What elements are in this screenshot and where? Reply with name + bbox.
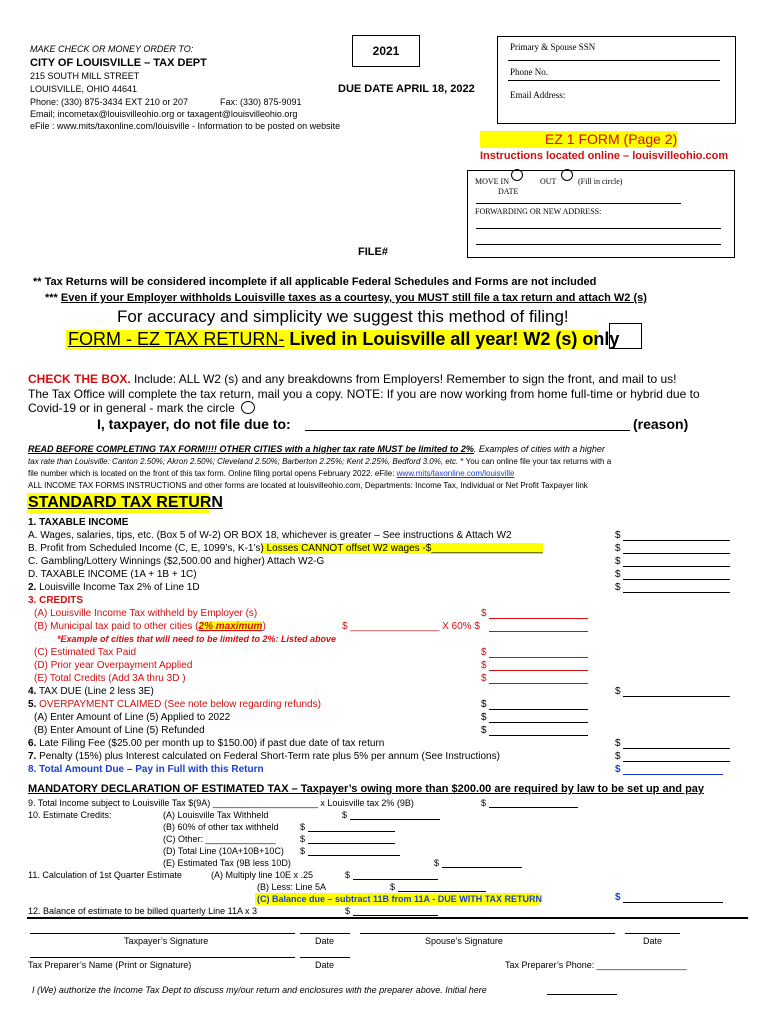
ssn-field[interactable]: [508, 60, 720, 61]
tax-year: 2021: [372, 44, 400, 58]
line-2: [28, 582, 200, 593]
est-10d: (D) Total Line (10A+10B+10C): [163, 846, 284, 856]
est-line-10: 10. Estimate Credits:: [28, 810, 112, 820]
line-5: [28, 699, 321, 710]
amount-2-field[interactable]: [623, 592, 730, 593]
preparer-name-field[interactable]: [30, 957, 295, 958]
move-in-circle[interactable]: [511, 169, 523, 181]
amount-6-dollar: $: [615, 738, 621, 749]
credits-heading: 3. CREDITS: [28, 595, 84, 606]
accuracy-heading: For accuracy and simplicity we suggest this method of filing!: [117, 307, 569, 326]
preparer-phone-label: Tax Preparer’s Phone: __________________: [505, 960, 687, 970]
line-3a: (A) Louisville Income Tax withheld by Employer (s): [34, 608, 258, 619]
line-7: [28, 751, 500, 762]
est-11c: (C) Balance due – subtract 11B from 11A - DUE WITH TAX RETURN: [257, 894, 543, 904]
est-11a-field[interactable]: [353, 879, 438, 880]
amount-1c-field[interactable]: [623, 566, 730, 567]
amount-4-field[interactable]: [623, 696, 730, 697]
est-12-dollar: $: [345, 906, 351, 916]
read-before-bold: READ BEFORE COMPLETING TAX FORM!!!! OTHER CITIES with a higher tax rate MUST be limited to 2%: [28, 444, 474, 454]
efile-text: eFile : www.mits/taxonline.com/louisville - Information to be posted on website: [30, 121, 341, 131]
taxpayer-date-field[interactable]: [300, 933, 350, 934]
est-10d-field[interactable]: [308, 855, 400, 856]
covid-circle[interactable]: [241, 401, 255, 414]
line-2-num: 2.: [28, 582, 37, 593]
file-number-label: FILE#: [358, 246, 388, 258]
address-line-1: 215 SOUTH MILL STREET: [30, 71, 140, 81]
line-8-total-due: 8. Total Amount Due – Pay in Full with this Return: [28, 764, 264, 775]
amount-7-field[interactable]: [623, 761, 730, 762]
credit-3c-field[interactable]: [489, 657, 588, 658]
est-10a-dollar: $: [342, 810, 348, 820]
notice-stars: ***: [45, 292, 58, 304]
due-date: DUE DATE APRIL 18, 2022: [338, 83, 475, 95]
est-10b: (B) 60% of other tax withheld: [163, 822, 279, 832]
credit-3d-dollar: $: [481, 660, 487, 671]
read-before-examples: . Examples of cities with a higher: [473, 444, 605, 454]
amount-8-dollar: $: [615, 764, 621, 775]
credit-5-field[interactable]: [489, 709, 588, 710]
example-cities-note: *Example of cities that will need to be limited to 2%: Listed above: [57, 634, 337, 644]
line-4-num: 4.: [28, 686, 37, 697]
make-check-label: MAKE CHECK OR MONEY ORDER TO:: [30, 44, 194, 54]
taxpayer-signature-label: Taxpayer’s Signature: [124, 936, 209, 946]
amount-1a-dollar: $: [615, 530, 621, 541]
forwarding-address-label: FORWARDING OR NEW ADDRESS:: [475, 207, 602, 216]
line-1b-text: B. Profit from Scheduled Income (C, E, 1099’s, K-1’s: [28, 543, 261, 554]
phone-field[interactable]: [508, 80, 720, 81]
amount-8-field[interactable]: [623, 774, 723, 775]
form-title: EZ 1 FORM (Page 2): [545, 131, 678, 147]
line-4: [28, 686, 154, 697]
est-9b-field[interactable]: [489, 807, 578, 808]
credit-5a-dollar: $: [481, 712, 487, 723]
move-date-field[interactable]: [476, 203, 681, 204]
line-1d: D. TAXABLE INCOME (1A + 1B + 1C): [28, 569, 197, 580]
efile-link[interactable]: www.mits/taxonline.com/louisville: [396, 469, 515, 478]
line-1b: [28, 543, 543, 554]
taxpayer-date-label: Date: [315, 936, 335, 946]
reason-field[interactable]: [305, 430, 630, 431]
ez-form-heading: [68, 329, 619, 350]
credit-3e-dollar: $: [481, 673, 487, 684]
move-out-label: OUT: [540, 177, 557, 186]
spouse-date-field[interactable]: [625, 933, 680, 934]
credit-5b-field[interactable]: [489, 735, 588, 736]
credit-5-dollar: $: [481, 699, 487, 710]
taxable-income-heading: 1. TAXABLE INCOME: [28, 517, 129, 528]
notice-must-file: [45, 292, 647, 304]
line-7-num: 7.: [28, 751, 37, 762]
amount-7-dollar: $: [615, 751, 621, 762]
phone-text: Phone: (330) 875-3434 EXT 210 or 207: [30, 97, 188, 107]
est-11a: (A) Multiply line 10E x .25: [211, 870, 314, 880]
move-in-label: MOVE IN: [475, 177, 509, 186]
online-file-note: * You can online file your tax returns with a: [458, 457, 612, 466]
move-date-label: DATE: [498, 187, 519, 196]
line-1c: C. Gambling/Lottery Winnings ($2,500.00 and higher) Attach W2-G: [28, 556, 325, 567]
line-5b: (B) Enter Amount of Line (5) Refunded: [34, 725, 205, 736]
est-11b-dollar: $: [390, 882, 396, 892]
portal-opens: file number which is located on the front of this tax form. Online filing portal opens February 2022. eFile:: [28, 469, 397, 478]
line-1a: A. Wages, salaries, tips, etc. (Box 5 of W-2) OR BOX 18, whichever is greater – See instructions & Attach W2: [28, 530, 512, 541]
lived-all-year: Lived in Louisville all year! W2 (s) only: [289, 329, 620, 349]
est-10a: (A) Louisville Tax Withheld: [163, 810, 269, 820]
ez-checkbox[interactable]: [609, 323, 642, 349]
line-3c: (C) Estimated Tax Paid: [34, 647, 137, 658]
est-9b-dollar: $: [481, 798, 487, 808]
est-line-11: 11. Calculation of 1st Quarter Estimate: [28, 870, 182, 880]
line-6-text: Late Filing Fee ($25.00 per month up to $150.00) if past due date of tax return: [36, 738, 385, 749]
move-out-circle[interactable]: [561, 169, 573, 181]
ez-form-label: FORM - EZ TAX RETURN-: [68, 329, 285, 349]
preparer-name-label: Tax Preparer’s Name (Print or Signature): [28, 960, 192, 970]
authorize-statement: I (We) authorize the Income Tax Dept to discuss my/our return and enclosures with the preparer above. Initial here: [32, 985, 487, 995]
initial-here-field[interactable]: [547, 994, 617, 995]
email-label: Email Address:: [510, 90, 566, 100]
taxpayer-signature-field[interactable]: [30, 933, 295, 934]
check-box-line-1: [28, 372, 677, 386]
est-line-9: 9. Total Income subject to Louisville Tax $(9A) _____________________ x Louisville tax 2% (9B): [28, 798, 414, 808]
amount-1d-field[interactable]: [623, 579, 730, 580]
est-10b-dollar: $: [300, 822, 306, 832]
est-10c: (C) Other: ______________: [163, 834, 276, 844]
email-text: Email; incometax@louisvilleohio.org or taxagent@louisvilleohio.org: [30, 109, 298, 119]
amount-2-dollar: $: [615, 582, 621, 593]
check-box-line-3: Covid-19 or in general - mark the circle: [28, 401, 235, 415]
fill-circle-note: (Fill in circle): [578, 177, 623, 186]
est-10e-dollar: $: [434, 858, 440, 868]
estimated-tax-heading: MANDATORY DECLARATION OF ESTIMATED TAX – Taxpayer’s owing more than $200.00 are required by law to be set up and pay: [28, 783, 705, 795]
credit-5a-field[interactable]: [489, 722, 588, 723]
preparer-date-field[interactable]: [300, 957, 350, 958]
credit-3a-dollar: $: [481, 608, 487, 619]
line-6: [28, 738, 384, 749]
notice-incomplete: ** Tax Returns will be considered incomplete if all applicable Federal Schedules and Forms are not included: [33, 276, 597, 288]
est-10c-field[interactable]: [308, 843, 395, 844]
cities-rates: tax rate than Louisville: Canton 2.50%; Akron 2.50%; Cleveland 2.50%; Barberton 2.25%; Kent 2.25%, Bedford 3.0%, etc.: [28, 457, 459, 466]
est-10e-field[interactable]: [442, 867, 522, 868]
forwarding-address-line-1[interactable]: [476, 228, 721, 229]
est-12-field[interactable]: [353, 915, 438, 916]
line-5-text: OVERPAYMENT CLAIMED (See note below regarding refunds): [36, 699, 321, 710]
est-11c-dollar: $: [615, 892, 621, 903]
line-1b-losses: ) Losses CANNOT offset W2 wages -$____________________: [260, 543, 543, 554]
est-11a-dollar: $: [345, 870, 351, 880]
taxpayer-not-file-label: I, taxpayer, do not file due to:: [97, 416, 291, 432]
amount-1b-dollar: $: [615, 543, 621, 554]
est-line-12: 12. Balance of estimate to be billed quarterly Line 11A x 3: [28, 906, 257, 916]
line-3d: (D) Prior year Overpayment Applied: [34, 660, 193, 671]
est-11b-field[interactable]: [398, 891, 486, 892]
line-3b-close: ): [262, 621, 266, 632]
read-before-line-4: ALL INCOME TAX FORMS INSTRUCTIONS and other forms are located at louisvilleohio.com, Departments: Income Tax, Individual or Net Profit Taxpayer link: [28, 481, 588, 490]
credit-3a-field[interactable]: [489, 618, 588, 619]
est-10a-field[interactable]: [350, 819, 440, 820]
address-line-2: LOUISVILLE, OHIO 44641: [30, 84, 138, 94]
amount-6-field[interactable]: [623, 748, 730, 749]
reason-label: (reason): [633, 416, 689, 432]
line-3b: [34, 621, 266, 632]
credit-5b-dollar: $: [481, 725, 487, 736]
two-percent-max: 2% maximum: [198, 621, 263, 632]
check-box-instructions: Include: ALL W2 (s) and any breakdowns from Employers! Remember to sign the front, and mail to us!: [134, 372, 677, 386]
est-11c-field[interactable]: [623, 902, 723, 903]
notice-must-file-text: Even if your Employer withholds Louisville taxes as a courtesy, you MUST still file a tax return and attach W2 (s): [60, 292, 647, 304]
spouse-date-label: Date: [643, 936, 663, 946]
phone-label: Phone No.: [510, 67, 548, 77]
read-before-line-2: [28, 457, 611, 466]
credit-3b-field[interactable]: [489, 631, 588, 632]
amount-1b-field[interactable]: [623, 553, 730, 554]
line-5a: (A) Enter Amount of Line (5) Applied to 2022: [34, 712, 231, 723]
preparer-date-label: Date: [315, 960, 335, 970]
standard-tax-return-title: STANDARD TAX RETURN: [28, 494, 223, 511]
credit-3c-dollar: $: [481, 647, 487, 658]
amount-1c-dollar: $: [615, 556, 621, 567]
instructions-online: Instructions located online – louisvilleohio.com: [480, 150, 729, 162]
section-divider: [27, 917, 748, 919]
forwarding-address-line-2[interactable]: [476, 244, 721, 245]
line-7-text: Penalty (15%) plus Interest calculated on Federal Short-Term rate plus 5% per annum (See Instructions): [36, 751, 500, 762]
read-before-line-3: [28, 469, 514, 478]
spouse-signature-label: Spouse’s Signature: [425, 936, 503, 946]
amount-4-dollar: $: [615, 686, 621, 697]
fax-text: Fax: (330) 875-9091: [220, 97, 302, 107]
line-6-num: 6.: [28, 738, 37, 749]
est-11b: (B) Less: Line 5A: [257, 882, 327, 892]
read-before-line-1: [28, 444, 605, 454]
amount-1a-field[interactable]: [623, 540, 730, 541]
spouse-signature-field[interactable]: [360, 933, 615, 934]
line-2-text: Louisville Income Tax 2% of Line 1D: [36, 582, 200, 593]
est-10b-field[interactable]: [308, 831, 395, 832]
est-10c-dollar: $: [300, 834, 306, 844]
tax-dept-name: CITY OF LOUISVILLE – TAX DEPT: [30, 57, 207, 69]
line-5-num: 5.: [28, 699, 37, 710]
credit-3e-field[interactable]: [489, 683, 588, 684]
credit-3d-field[interactable]: [489, 670, 588, 671]
check-box-line-2: The Tax Office will complete the tax return, mail you a copy. NOTE: If you are now working from home full-time or hybrid due to: [28, 387, 700, 401]
ssn-label: Primary & Spouse SSN: [510, 42, 596, 52]
est-10d-dollar: $: [300, 846, 306, 856]
line-4-text: TAX DUE (Line 2 less 3E): [36, 686, 154, 697]
est-10e: (E) Estimated Tax (9B less 10D): [163, 858, 291, 868]
amount-1d-dollar: $: [615, 569, 621, 580]
line-3b-text: (B) Municipal tax paid to other cities (: [34, 621, 199, 632]
line-3b-calc: $ ________________ X 60% $: [342, 621, 480, 632]
line-3e: (E) Total Credits (Add 3A thru 3D ): [34, 673, 186, 684]
check-box-label: CHECK THE BOX.: [28, 372, 131, 386]
